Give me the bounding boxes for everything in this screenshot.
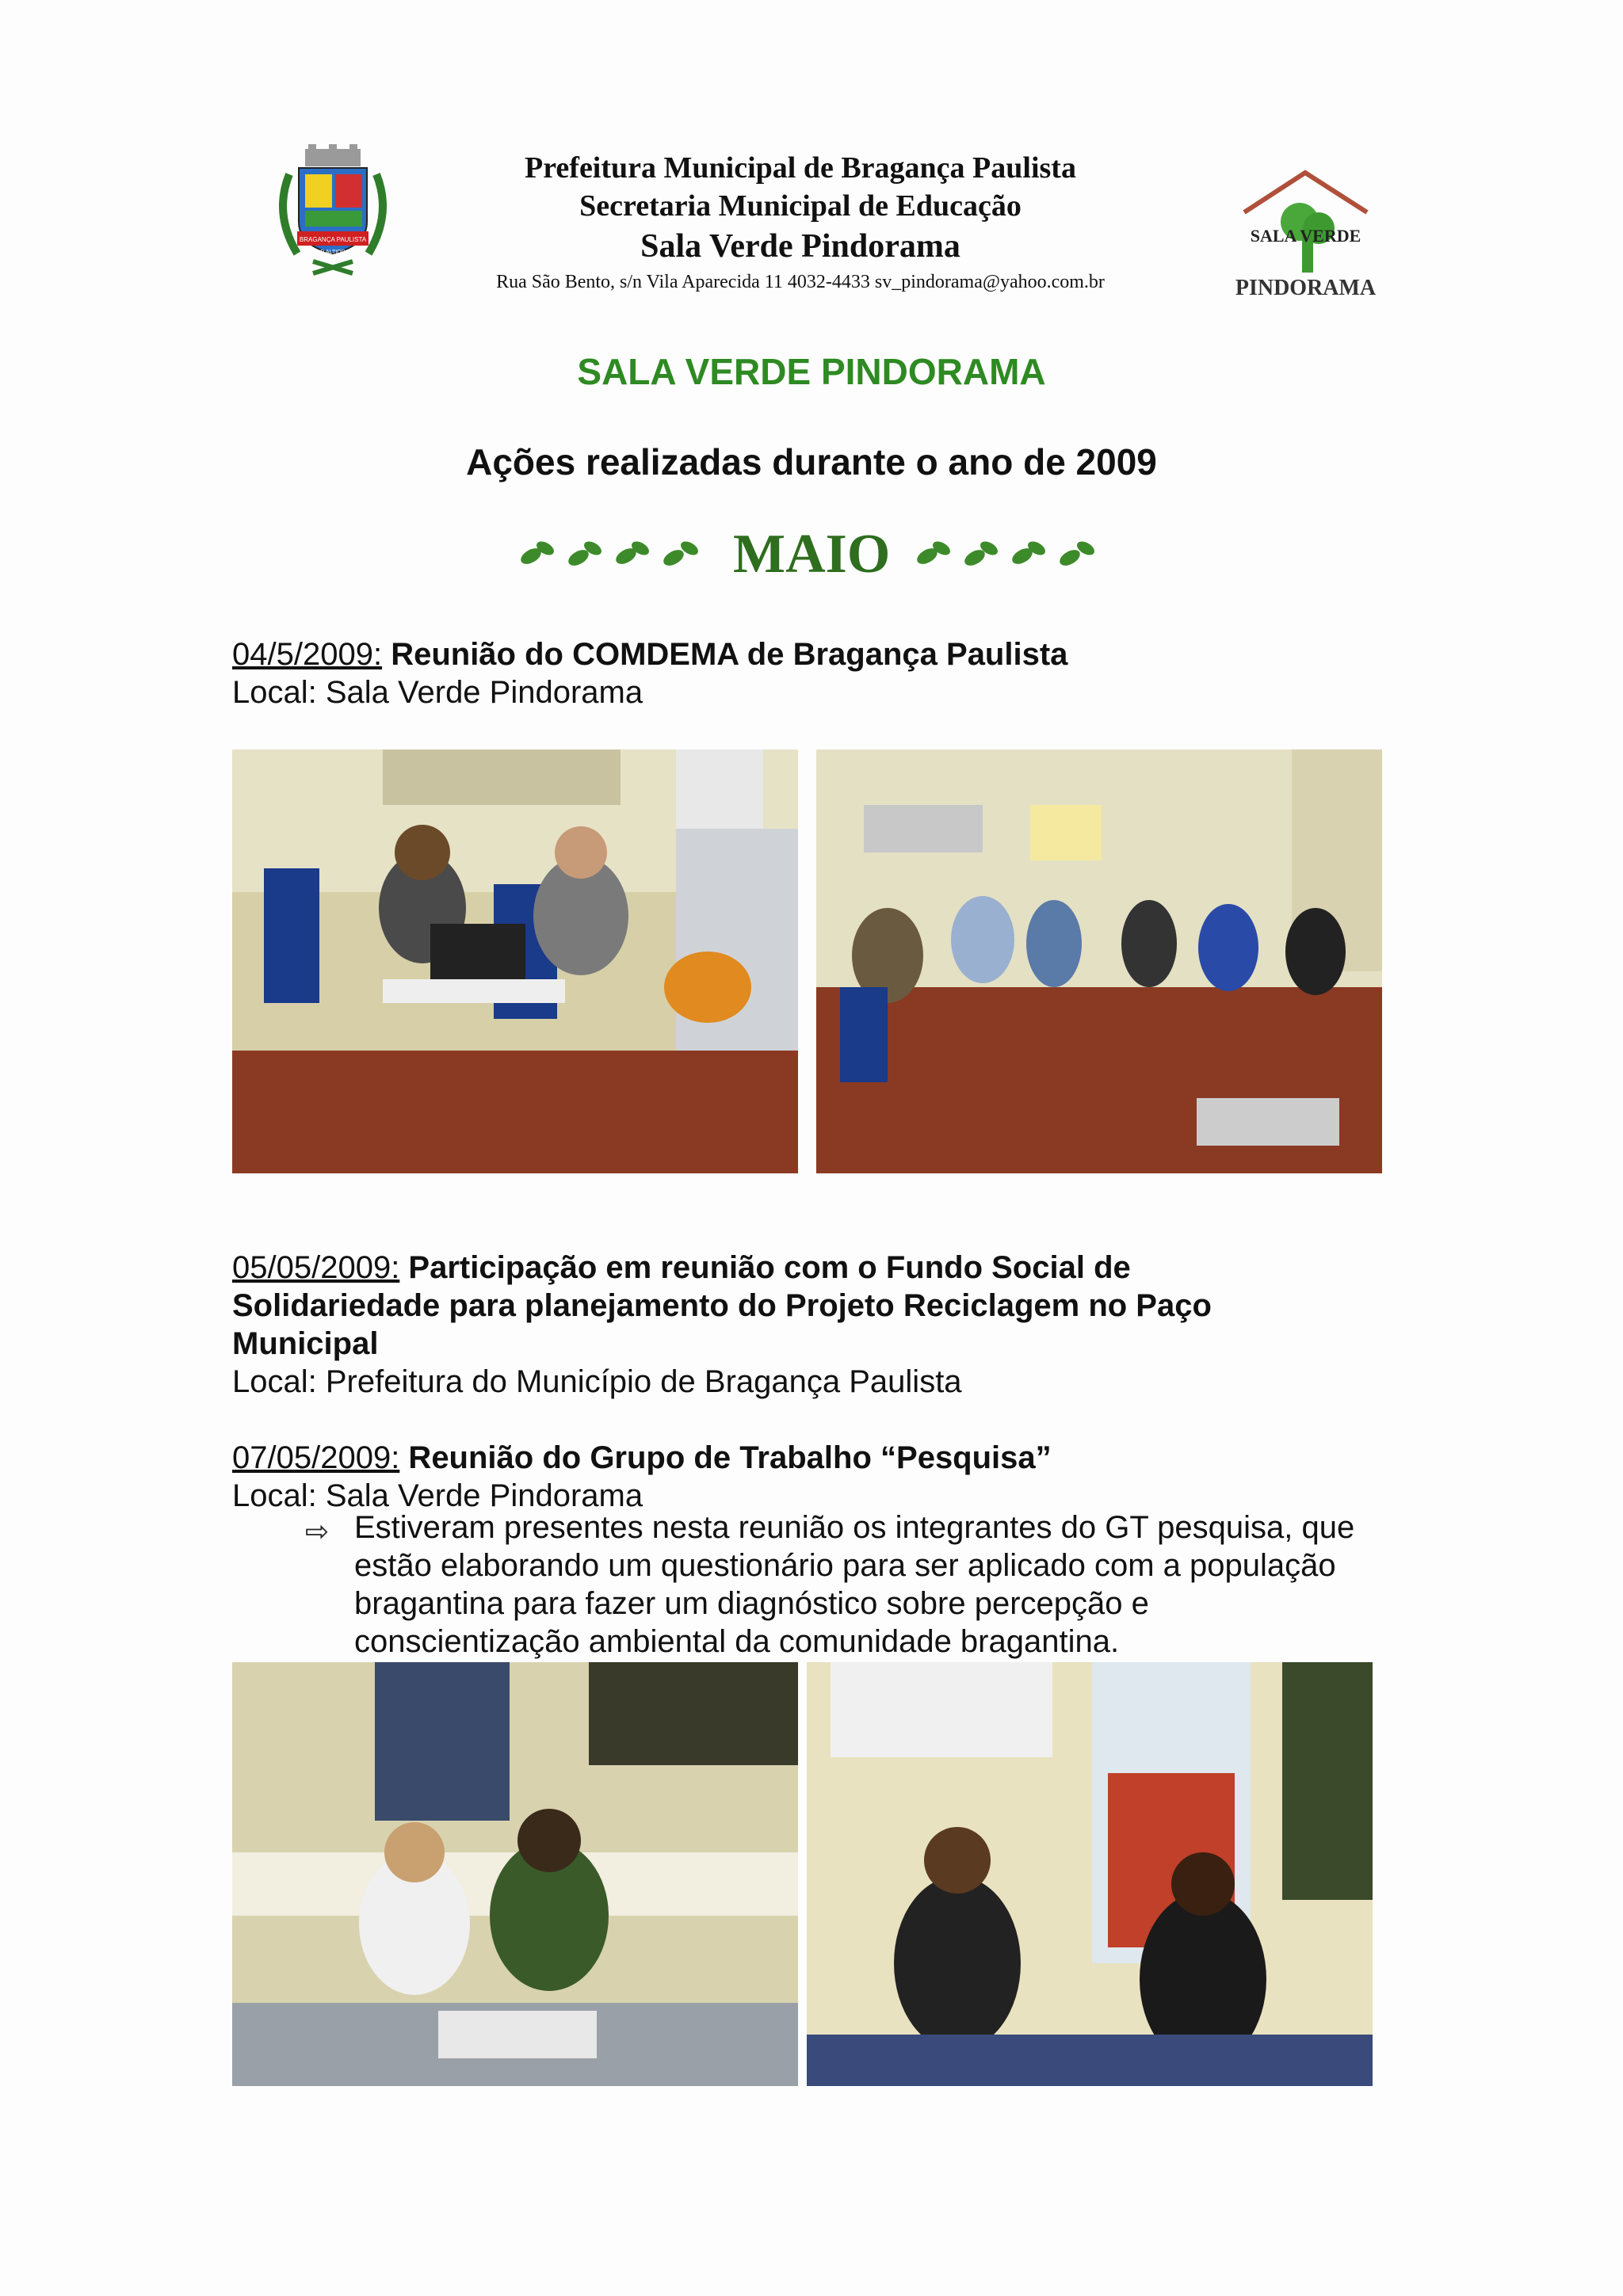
letterhead [380, 149, 1220, 296]
photo-gt-pesquisa-1 [232, 1662, 798, 2086]
leaf-decoration-left-icon [515, 524, 713, 580]
entry-2-title-line-3: Municipal [232, 1326, 379, 1361]
entry-3-desc-line-4: conscientização ambiental da comunidade bragantina. [354, 1624, 1120, 1659]
entry-3-desc-line-3: bragantina para fazer um diagnóstico sobre percepção e [354, 1586, 1149, 1621]
arrow-bullet-icon: ⇨ [305, 1515, 330, 1547]
letterhead-line-1: Prefeitura Municipal de Bragança Paulista [525, 151, 1076, 185]
page-title: SALA VERDE PINDORAMA [577, 351, 1046, 392]
month-title: MAIO [733, 524, 891, 585]
sala-verde-logo [1220, 166, 1391, 301]
entry-3-title: Reunião do Grupo de Trabalho “Pesquisa” [399, 1440, 1052, 1475]
entry-2-date: 05/05/2009: [232, 1250, 400, 1285]
crest-motto-text: AD ALTIORA [316, 250, 349, 255]
entry-1-title: Reunião do COMDEMA de Bragança Paulista [391, 637, 1068, 672]
letterhead-address: Rua São Bento, s/n Vila Aparecida 11 4032-4433 sv_pindorama@yahoo.com.br [496, 272, 1105, 292]
entry-3-heading [232, 1439, 1052, 1477]
entry-1-local: Local: Sala Verde Pindorama [232, 675, 643, 710]
entry-1-date: 04/5/2009: [232, 637, 383, 672]
page-subtitle: Ações realizadas durante o ano de 2009 [466, 441, 1157, 482]
entry-3-desc-line-1: Estiveram presentes nesta reunião os integrantes do GT pesquisa, que [354, 1510, 1355, 1545]
municipal-crest-logo [273, 143, 392, 277]
letterhead-line-2: Secretaria Municipal de Educação [579, 189, 1022, 223]
photo-gt-pesquisa-2 [807, 1662, 1373, 2086]
crest-banner-text: BRAGANÇA PAULISTA [299, 236, 367, 243]
photo-comdema-meeting-1 [232, 749, 798, 1173]
entry-3-local: Local: Sala Verde Pindorama [232, 1478, 643, 1513]
entry-2-title-line-2: Solidariedade para planejamento do Projeto Reciclagem no Paço [232, 1288, 1212, 1323]
entry-1-heading [232, 635, 1067, 673]
entry-2-title-line-1: Participação em reunião com o Fundo Social de [399, 1250, 1131, 1285]
entry-2-heading [232, 1249, 1131, 1287]
entry-3-description [354, 1508, 1408, 1661]
entry-3-date: 07/05/2009: [232, 1440, 400, 1475]
logo-text-bottom: PINDORAMA [1235, 276, 1377, 300]
entry-3-desc-line-2: estão elaborando um questionário para ser aplicado com a população [354, 1548, 1336, 1583]
photo-comdema-meeting-2 [816, 749, 1382, 1173]
logo-text-top: SALA VERDE [1250, 226, 1361, 246]
letterhead-line-3: Sala Verde Pindorama [640, 228, 960, 265]
leaf-decoration-right-icon [911, 524, 1109, 580]
month-banner [0, 517, 1623, 596]
entry-2-local: Local: Prefeitura do Município de Bragança Paulista [232, 1364, 962, 1399]
